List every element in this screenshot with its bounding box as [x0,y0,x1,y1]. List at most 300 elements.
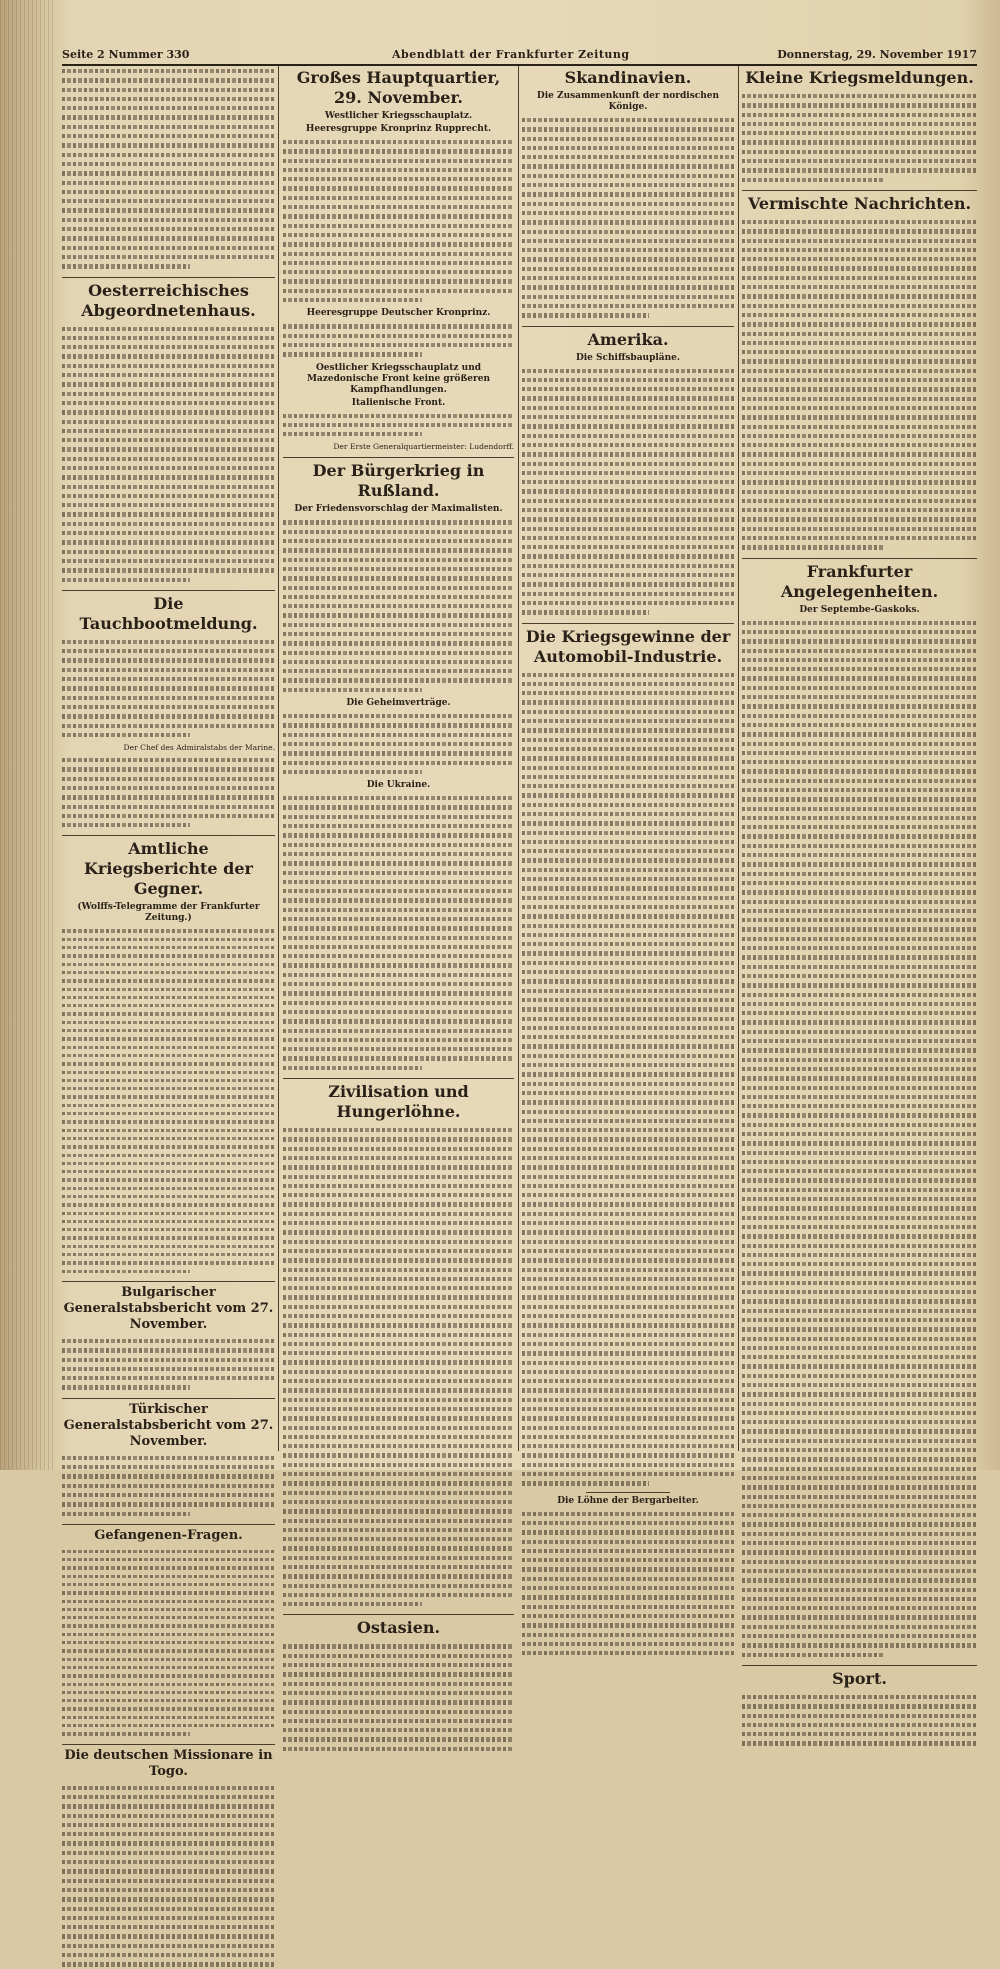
text-line [62,1373,275,1382]
text-line [283,1669,514,1678]
text-line [62,674,275,683]
subheading-maximalisten: Der Friedensvorschlag der Maximalisten. [294,504,503,515]
text-line [62,1267,190,1275]
subheading-koenige: Die Zusammenkunft der nordischen Könige. [536,91,720,112]
text-line [62,159,275,168]
text-line [283,1292,514,1301]
text-line [62,1462,275,1471]
text-line [522,375,734,384]
text-line [522,818,734,827]
text-line [283,933,514,942]
text-line [742,431,977,440]
text-line [283,331,514,340]
text-line [742,1306,977,1315]
text-line [62,721,275,730]
text-line [62,1092,275,1100]
text-line [283,536,514,545]
text-line [522,1181,734,1190]
text-line [283,1478,514,1487]
text-line [742,748,977,757]
text-line [62,1829,275,1838]
text-line [283,1404,514,1413]
text-line [283,1651,514,1660]
headline-tauchboot: Die Tauchbootmeldung. [62,590,275,634]
text-line [62,1630,275,1638]
text-line [742,720,977,729]
text-line [742,449,977,458]
text-line [742,1157,977,1166]
text-line [62,205,275,214]
text-line [522,431,734,440]
text-line [522,763,734,772]
text-line [742,1510,977,1519]
text-line [283,1367,514,1376]
text-line [62,1059,275,1067]
text-line [283,1053,514,1062]
text-line [522,1583,734,1592]
text-line [283,1744,514,1753]
text-line [522,1358,734,1367]
text-line [62,702,275,711]
headline-amerika: Amerika. [522,326,734,350]
text-line [522,1611,734,1620]
text-line [283,1044,514,1053]
text-line [283,1497,514,1506]
text-line [62,537,275,546]
text-line [283,1716,514,1725]
text-line [742,1241,977,1250]
text-line [283,1265,514,1274]
text-line [62,960,275,968]
text-line [62,1233,275,1241]
text-line [62,575,190,584]
text-line [283,137,514,146]
text-line [283,638,514,647]
text-line [283,711,514,720]
text-line [283,1172,514,1181]
text-line [742,119,977,128]
text-line [62,1922,275,1931]
text-line [62,417,275,426]
text-line [283,276,514,285]
text-line [522,1014,734,1023]
text-line [283,793,514,802]
text-line [522,524,734,533]
text-line [742,1631,977,1640]
text-line [62,811,275,820]
text-line [522,1051,734,1060]
text-line [283,156,514,165]
text-line [522,1564,734,1573]
text-line [62,1043,275,1051]
text-line [283,555,514,564]
text-line [742,147,977,156]
text-line [522,865,734,874]
text-line [742,1110,977,1119]
text-line [522,1311,734,1320]
text-line [742,440,977,449]
text-line [283,1534,514,1543]
text-line [62,187,275,196]
text-line [742,524,977,533]
page-binding-edge [0,0,55,1470]
article-continued [62,66,275,271]
text-line [522,1320,734,1329]
text-line [62,1696,275,1704]
text-line [742,664,977,673]
text-line [742,952,977,961]
text-line [283,1218,514,1227]
text-line [62,547,275,556]
text-line [742,1287,977,1296]
text-line [742,1361,977,1370]
text-line [522,245,734,254]
text-line [742,254,977,263]
text-line [742,375,977,384]
text-line [62,1792,275,1801]
text-line [62,196,275,205]
text-line [62,1076,275,1084]
text-line [62,509,275,518]
headline-zivilisation: Zivilisation und Hungerlöhne. [283,1078,514,1122]
column-1 [62,66,275,1779]
text-line [283,758,514,767]
text-line [522,1376,734,1385]
text-line [742,236,977,245]
text-line [62,1866,275,1875]
text-line [742,1529,977,1538]
text-line [283,221,514,230]
text-line [62,683,275,692]
text-line [283,685,422,694]
text-line [62,764,275,773]
text-line [62,1876,275,1885]
text-line [742,1166,977,1175]
text-line [522,180,734,189]
text-line [522,1330,734,1339]
text-line [742,366,977,375]
text-line [742,542,883,551]
text-line [62,693,275,702]
text-line [742,1445,977,1454]
section-divider [586,1492,671,1493]
text-line [742,1259,977,1268]
text-line [522,697,734,706]
text-line [62,985,275,993]
text-line [742,673,977,682]
text-line [62,1142,275,1150]
text-line [742,1501,977,1510]
text-line [62,168,275,177]
text-line [283,1423,514,1432]
text-line [522,1041,734,1050]
text-line [742,878,977,887]
text-line [742,897,977,906]
text-line [283,610,514,619]
text-line [522,1348,734,1357]
text-line [742,1129,977,1138]
text-line [522,514,734,523]
text-line [522,227,734,236]
text-line [62,1729,190,1737]
text-line [742,533,977,542]
text-line [522,707,734,716]
text-line [62,85,275,94]
text-line [742,1008,977,1017]
text-line [283,1246,514,1255]
text-line [522,542,734,551]
text-line [283,1697,514,1706]
text-line [742,329,977,338]
text-line [522,199,734,208]
text-line [742,412,977,421]
text-line [522,948,734,957]
text-line [62,1167,275,1175]
text-line [742,822,977,831]
text-line [62,1068,275,1076]
headline-skandinavien: Skandinavien. [564,68,692,87]
text-line [62,75,275,84]
text-line [522,115,734,124]
text-line [283,914,514,923]
text-line [62,1184,275,1192]
text-line [742,403,977,412]
headline-bulgarian: Bulgarischer Generalstabsbericht vom 27. November. [62,1281,275,1333]
text-line [283,877,514,886]
text-line [283,1330,514,1339]
text-line [742,1399,977,1408]
text-line [742,1538,977,1547]
text-line [62,370,275,379]
text-line [522,1292,734,1301]
text-line [283,1506,514,1515]
text-line [522,670,734,679]
text-line [283,1007,514,1016]
text-line [742,766,977,775]
text-line [522,735,734,744]
text-line [62,1885,275,1894]
text-line [62,233,275,242]
text-line [742,1138,977,1147]
text-line [62,1547,275,1555]
text-line [742,887,977,896]
header-date: Donnerstag, 29. November 1917 [777,48,977,61]
text-line [283,545,514,554]
text-line [62,1051,275,1059]
text-line [62,1597,275,1605]
text-line [522,1227,734,1236]
text-line [283,1469,514,1478]
text-line [283,1209,514,1218]
headline-missionare: Die deutschen Missionare in Togo. [62,1744,275,1780]
text-line [742,1603,977,1612]
text-line [62,1250,275,1258]
text-line [62,1621,275,1629]
text-line [283,295,422,304]
text-line [522,1630,734,1639]
text-line [742,1454,977,1463]
text-line [522,301,734,310]
text-line [522,1060,734,1069]
text-line [283,517,514,526]
text-line [522,1385,734,1394]
text-line [62,351,275,360]
text-line [283,821,514,830]
text-line [283,592,514,601]
text-line [742,1055,977,1064]
text-line [283,767,422,776]
text-line [522,781,734,790]
text-line [522,1423,734,1432]
text-line [742,310,977,319]
text-line [283,1376,514,1385]
text-line [522,236,734,245]
text-line [742,1711,977,1720]
text-line [283,146,514,155]
text-line [62,1655,275,1663]
text-line [522,1004,734,1013]
text-line [742,91,977,100]
text-line [283,1488,514,1497]
text-line [742,1575,977,1584]
signature-admiralstab: Der Chef des Admiralstabs der Marine. [123,743,275,753]
text-line [62,1200,275,1208]
text-line [283,202,514,211]
text-line [283,211,514,220]
text-line [283,1283,514,1292]
text-line [283,1641,514,1650]
page-header [62,44,977,66]
subheading-wolff: (Wolffs-Telegramme der Frankfurter Zeitung.) [77,902,260,924]
text-line [522,310,649,319]
text-line [742,1073,977,1082]
text-line [522,1209,734,1218]
text-line [742,859,977,868]
text-line [522,1395,734,1404]
text-line [742,301,977,310]
text-line [283,905,514,914]
text-line [522,772,734,781]
text-line [522,496,734,505]
text-line [283,1227,514,1236]
text-line [62,1159,275,1167]
text-line [742,1612,977,1621]
header-masthead: Abendblatt der Frankfurter Zeitung [392,48,630,61]
text-line [522,1069,734,1078]
text-line [742,1380,977,1389]
text-line [742,841,977,850]
text-line [522,1478,649,1487]
text-line [742,1389,977,1398]
text-line [522,1367,734,1376]
text-line [742,1426,977,1435]
text-line [522,161,734,170]
text-line [522,1302,734,1311]
text-line [283,1413,514,1422]
text-line [62,252,275,261]
text-line [62,1001,275,1009]
text-line [742,1120,977,1129]
text-line [283,1725,514,1734]
text-line [522,598,734,607]
text-line [62,1018,275,1026]
text-line [742,683,977,692]
text-line [62,1713,275,1721]
text-line [742,1408,977,1417]
text-line [62,1721,275,1729]
text-line [742,1083,977,1092]
text-line [283,1199,514,1208]
text-line [522,570,734,579]
text-line [742,1231,977,1240]
text-line [283,1688,514,1697]
text-line [283,239,514,248]
text-line [62,1151,275,1159]
text-line [522,1469,734,1478]
text-line [62,1613,275,1621]
text-line [283,895,514,904]
text-line [62,94,275,103]
text-line [522,1246,734,1255]
text-line [62,178,275,187]
text-line [283,1734,514,1743]
text-line [62,491,275,500]
text-line [62,1345,275,1354]
subheading-geheimvertraege: Die Geheimverträge. [346,698,451,709]
text-line [522,1460,734,1469]
text-line [283,840,514,849]
text-line [283,165,514,174]
text-line [742,1701,977,1710]
text-line [283,1432,514,1441]
headline-amtliche: Amtliche Kriegsberichte der Gegner. [62,835,275,899]
text-line [522,505,734,514]
text-line [283,429,422,438]
text-line [283,802,514,811]
text-line [742,1092,977,1101]
text-line [62,646,275,655]
text-line [522,393,734,402]
text-line [62,1481,275,1490]
subheading-ukraine: Die Ukraine. [366,780,431,791]
text-line [62,993,275,1001]
headline-sport: Sport. [742,1665,977,1689]
text-line [62,500,275,509]
text-line [62,1225,275,1233]
text-line [62,472,275,481]
text-line [742,813,977,822]
text-line [62,1192,275,1200]
text-line [62,1941,275,1950]
subheading-rupprecht: Heeresgruppe Kronprinz Rupprecht. [305,124,492,134]
text-line [522,939,734,948]
text-line [742,137,977,146]
text-line [62,935,275,943]
text-line [742,627,977,636]
text-line [283,230,514,239]
text-line [522,1116,734,1125]
text-line [742,999,977,1008]
text-line [283,1357,514,1366]
text-line [522,1527,734,1536]
text-line [62,1638,275,1646]
text-line [283,868,514,877]
text-line [742,1278,977,1287]
text-line [283,666,514,675]
text-line [62,407,275,416]
text-line [62,379,275,388]
text-line [283,1679,514,1688]
